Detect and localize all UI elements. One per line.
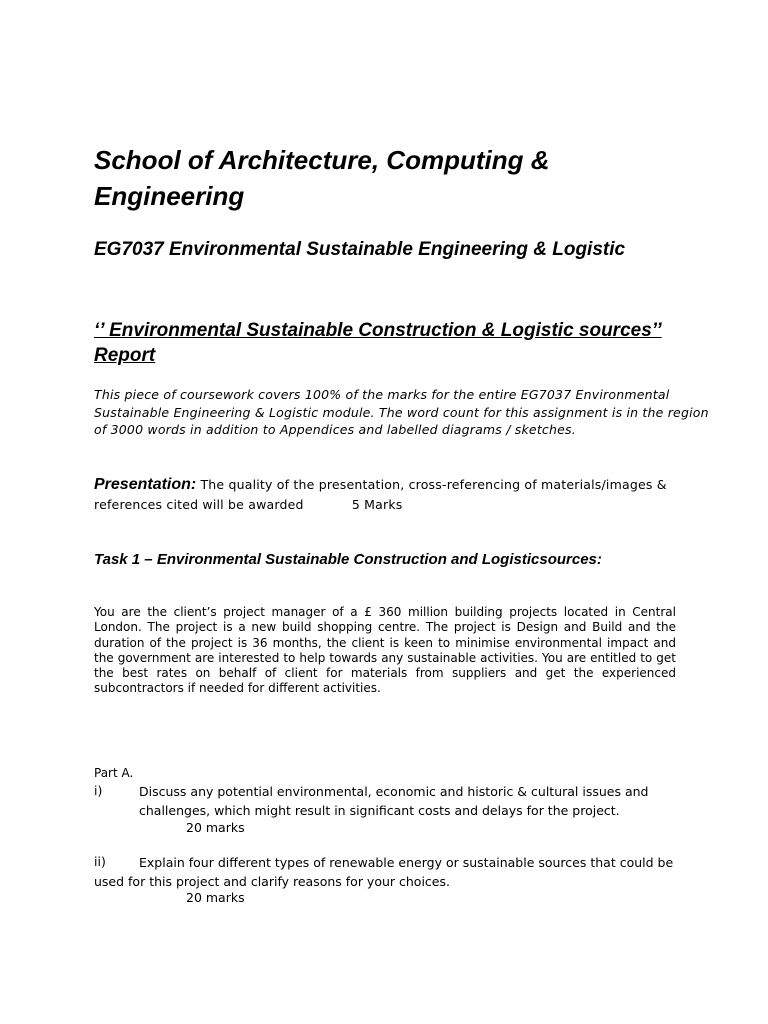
question-number: i): [94, 783, 103, 798]
part-a-label: Part A.: [94, 766, 134, 780]
presentation-marks: 5 Marks: [351, 497, 403, 512]
module-title: EG7037 Environmental Sustainable Engineering & Logistic: [94, 239, 626, 260]
question-text: Discuss any potential environmental, economic and historic & cultural issues and challenges, which might result in significant costs and delays for the project.: [139, 784, 649, 818]
question-text: Explain four different types of renewable energy or sustainable sources that could be used for this project and clarify reasons for your choices.: [94, 855, 674, 889]
presentation-label: Presentation:: [94, 476, 197, 493]
school-title: School of Architecture, Computing & Engineering: [94, 145, 550, 211]
question-number: ii): [94, 854, 106, 869]
report-title: ‘’ Environmental Sustainable Construction & Logistic sources’’ Report: [94, 320, 662, 366]
question-marks: 20 marks: [186, 820, 245, 835]
task-1-heading: Task 1 – Environmental Sustainable Construction and Logisticsources:: [94, 551, 602, 568]
task-1-body: You are the client’s project manager of a £ 360 million building projects located in Central London. The project is a new build shopping centre. The project is Design and Build and the duration of the project is 36 months, the client is keen to minimise environmental impact and the government are interested to help towards any sustainable activities. You are entitled to get the best rates on behalf of client for materials from suppliers and get the experienced subcontractors if needed for different activities.: [94, 605, 676, 696]
coursework-intro: This piece of coursework covers 100% of the marks for the entire EG7037 Environmental Sustainable Engineering & Logistic module. The word count for this assignment is in the region of 3000 words in addition to Appendices and labelled diagrams / sketches.: [94, 387, 709, 437]
presentation-criteria: [94, 475, 714, 515]
presentation-text: The quality of the presentation, cross-referencing of materials/images & references cited will be awarded: [94, 477, 667, 512]
question-marks: 20 marks: [186, 890, 245, 905]
